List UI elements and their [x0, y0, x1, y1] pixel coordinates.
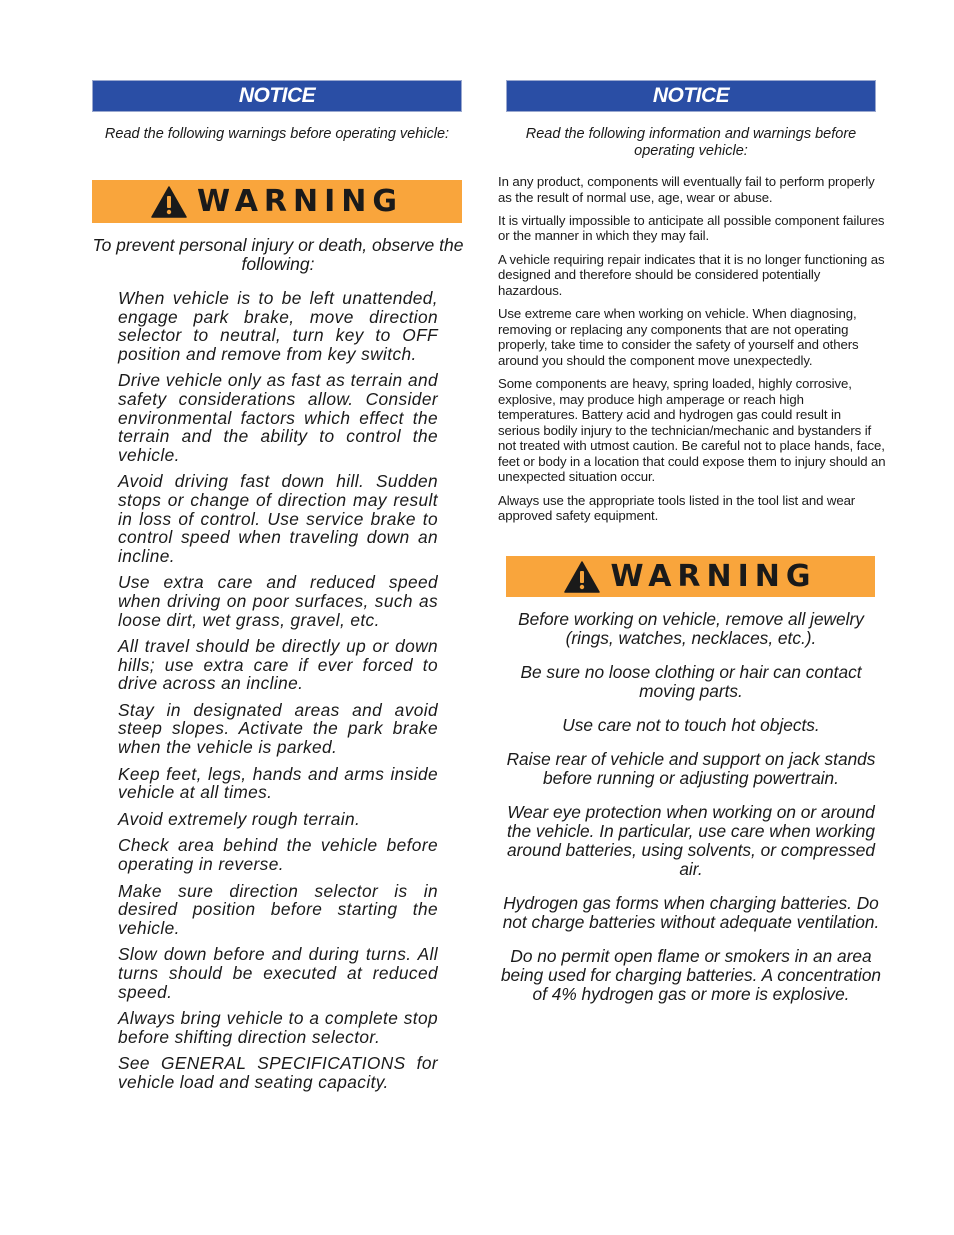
notice-label-right: NOTICE [652, 84, 730, 107]
warning-lead-left: To prevent personal injury or death, observe the following: [92, 235, 464, 274]
list-item: Stay in designated areas and avoid steep slopes. Activate the park brake when the vehicle is parked. [118, 699, 438, 758]
list-item: Drive vehicle only as fast as terrain and safety considerations allow. Consider environmental factors which effect the terrain and the ability to control the vehicle. [118, 370, 438, 465]
list-item: Be sure no loose clothing or hair can contact moving parts. [520, 662, 862, 701]
list-item: Check area behind the vehicle before operating in reverse. [118, 835, 438, 875]
list-item: In any product, components will eventually fail to perform properly as the result of normal use, age, wear or abuse. [498, 174, 875, 205]
warning-label-right: WARNING [610, 559, 817, 594]
warning-list-right [497, 610, 885, 1019]
list-item: Use care not to touch hot objects. [562, 715, 820, 735]
list-item: Some components are heavy, spring loaded, highly corrosive, explosive, may produce high amperage or reach high temperatures. Battery acid and hydrogen gas could result in serious bodily injury to the technician/mechanic and bystanders if not treated with utmost caution. Be careful not to place hands, face, feet or body in a location that could expose them to injury should an unexpected situation occur. [498, 375, 886, 485]
notice-intro-right: Read the following information and warnings before operating vehicle: [525, 126, 857, 159]
notice-banner-left [92, 80, 462, 112]
list-item: Use extreme care when working on vehicle. When diagnosing, removing or replacing any components that are not operating properly, take time to consider the safety of yourself and others around you should the component move unexpectedly. [498, 305, 859, 368]
list-item: Do no permit open flame or smokers in an area being used for charging batteries. A concentration of 4% hydrogen gas or more is explosive. [500, 946, 882, 1004]
list-item: Use extra care and reduced speed when driving on poor surfaces, such as loose dirt, wet grass, gravel, etc. [118, 572, 438, 630]
warning-banner-left [92, 180, 462, 223]
warning-triangle-icon [151, 186, 187, 218]
list-item: Raise rear of vehicle and support on jack stands before running or adjusting powertrain. [506, 749, 876, 788]
list-item: Make sure direction selector is in desired position before starting the vehicle. [118, 880, 438, 938]
list-item: Before working on vehicle, remove all jewelry (rings, watches, necklaces, etc.). [518, 609, 864, 648]
list-item: All travel should be directly up or down hills; use extra care if ever forced to drive across an incline. [118, 636, 438, 694]
list-item: See GENERAL SPECIFICATIONS for vehicle load and seating capacity. [118, 1053, 438, 1092]
notice-intro-left: Read the following warnings before operating vehicle: [104, 126, 450, 142]
list-item: When vehicle is to be left unattended, engage park brake, move direction selector to neutral, turn key to OFF position and remove from key switch. [118, 288, 438, 364]
list-item: Always use the appropriate tools listed in the tool list and wear approved safety equipment. [498, 492, 856, 524]
list-item: Avoid extremely rough terrain. [118, 808, 361, 829]
list-item: It is virtually impossible to anticipate all possible component failures or the manner in which they may fail. [498, 212, 885, 244]
info-list-right [498, 174, 886, 531]
list-item: Keep feet, legs, hands and arms inside vehicle at all times. [118, 763, 438, 803]
list-item: Slow down before and during turns. All turns should be executed at reduced speed. [118, 944, 438, 1002]
list-item: A vehicle requiring repair indicates that it is no longer functioning as designed and therefore should be considered potentially hazardous. [498, 251, 885, 298]
notice-banner-right [506, 80, 876, 112]
list-item: Wear eye protection when working on or around the vehicle. In particular, use care when working around batteries, using solvents, or compressed air. [507, 802, 875, 879]
warning-label-left: WARNING [196, 184, 404, 219]
list-item: Hydrogen gas forms when charging batteries. Do not charge batteries without adequate ventilation. [502, 893, 880, 932]
list-item: Always bring vehicle to a complete stop before shifting direction selector. [118, 1008, 438, 1047]
notice-label-left: NOTICE [238, 84, 316, 107]
list-item: Avoid driving fast down hill. Sudden stops or change of direction may result in loss of control. Use service brake to control speed when traveling down an incline. [118, 471, 438, 566]
warning-banner-right [506, 556, 875, 597]
warning-triangle-icon [564, 561, 600, 593]
warning-list-left [118, 289, 438, 1100]
